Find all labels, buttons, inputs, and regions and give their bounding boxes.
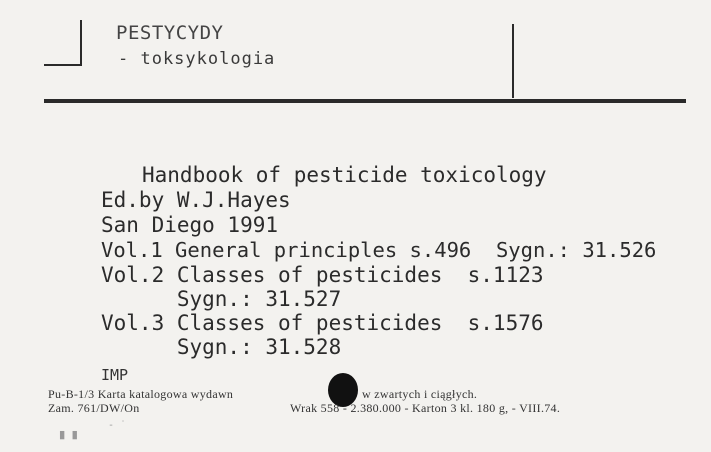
smudge-mark: ▘▝ — [60, 432, 77, 448]
footer-print-info: Wrak 558 - 2.380.000 - Karton 3 kl. 180 g, - VIII.74. — [290, 401, 561, 415]
volume-line: Sygn.: 31.528 — [101, 335, 342, 359]
volume-line: Vol.2 Classes of pesticides s.1123 — [101, 263, 544, 287]
volume-line: Sygn.: 31.527 — [101, 287, 342, 311]
volume-line: Vol.3 Classes of pesticides s.1576 — [101, 311, 544, 335]
subject-subheading: - toksykologia — [118, 49, 276, 69]
header-rule — [44, 99, 686, 103]
subject-heading: PESTYCYDY — [116, 22, 224, 44]
imp-stamp: IMP — [101, 366, 129, 384]
book-editor: Ed.by W.J.Hayes — [101, 188, 291, 212]
book-place-year: San Diego 1991 — [101, 213, 279, 237]
footer-form-label: Pu-B-1/3 Karta katalogowa wydawn — [48, 387, 234, 401]
volume-line: Vol.1 General principles s.496 Sygn.: 31.526 — [101, 238, 657, 262]
header-divider-vertical — [512, 24, 514, 98]
corner-bracket-horizontal — [44, 64, 82, 66]
footer-order-number: Zam. 761/DW/On — [48, 401, 140, 415]
footer-form-label-end: w zwartych i ciągłych. — [362, 387, 478, 401]
book-title: Handbook of pesticide toxicology — [142, 163, 547, 187]
corner-bracket-vertical — [80, 20, 82, 65]
smudge-mark: ‐ ˙ — [108, 420, 127, 431]
